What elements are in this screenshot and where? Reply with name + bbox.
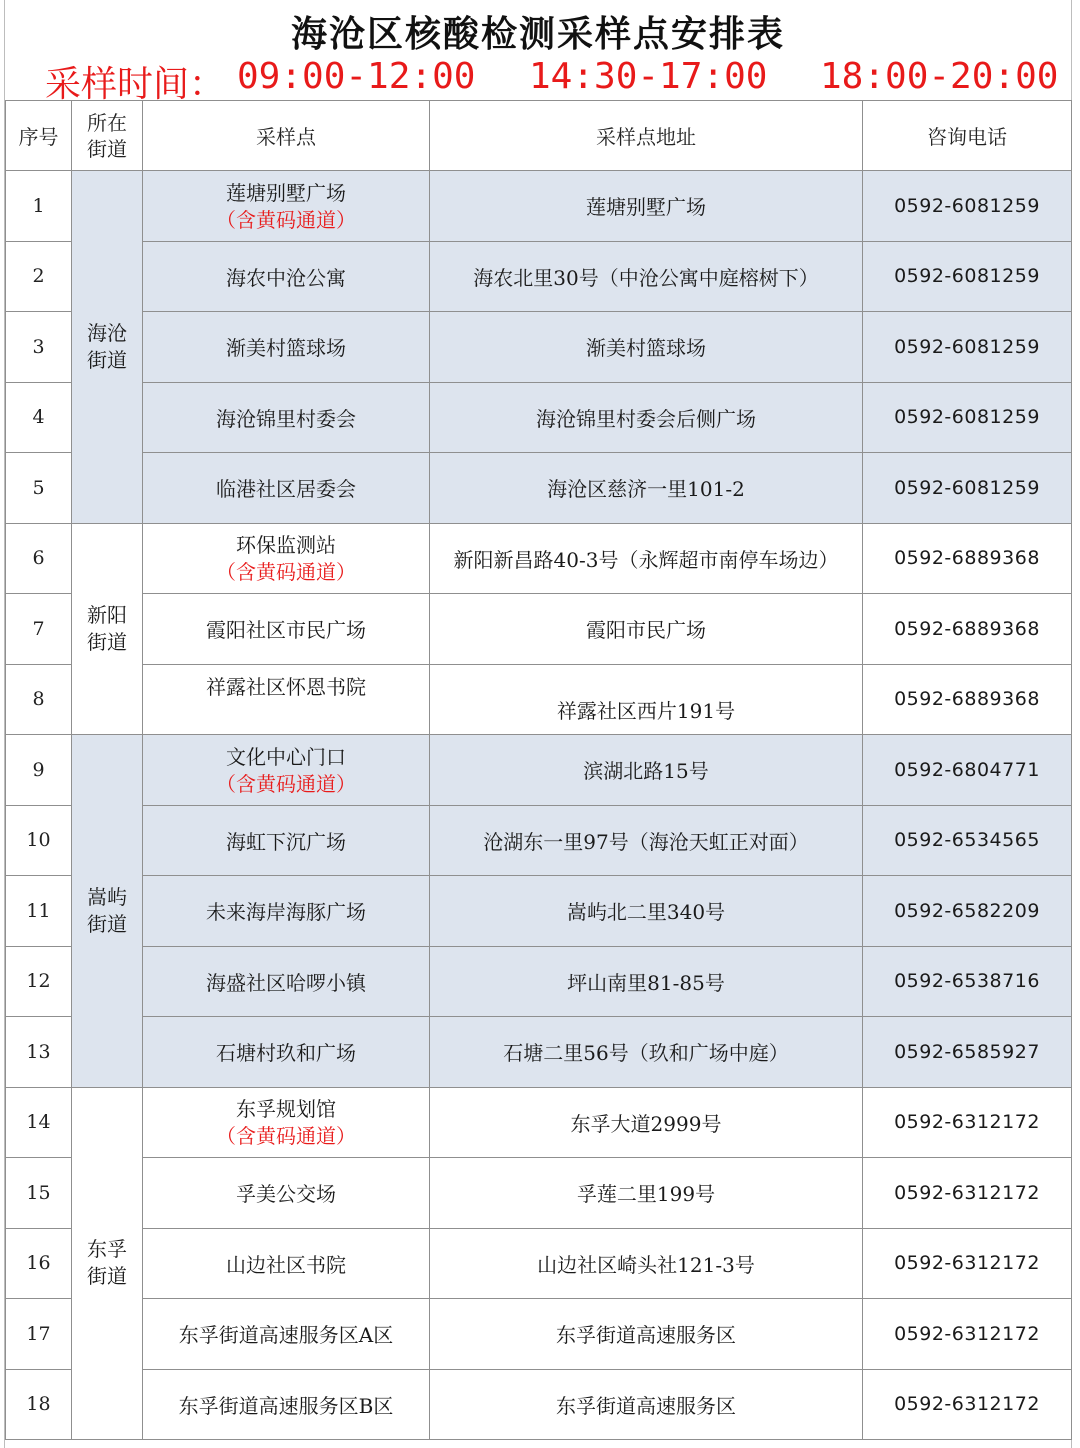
street-line2: 街道: [87, 1264, 127, 1289]
row-no: 1: [6, 171, 72, 242]
street-cell-xinyang: [72, 523, 143, 735]
street-line2: 街道: [87, 347, 127, 372]
site-cell: [143, 735, 430, 806]
table-row: [6, 453, 1072, 524]
yellow-code-note: （含黄码通道）: [216, 207, 356, 232]
site-cell: 渐美村篮球场: [143, 312, 430, 383]
table-row: [6, 523, 1072, 594]
street-line2: 街道: [87, 629, 127, 654]
address-cell: 孚莲二里199号: [430, 1158, 863, 1229]
header-address: 采样点地址: [430, 101, 863, 171]
phone-cell: 0592-6582209: [863, 876, 1072, 947]
table-row: [6, 1087, 1072, 1158]
table-row: [6, 1228, 1072, 1299]
row-no: 12: [6, 946, 72, 1017]
schedule-sheet: [4, 0, 1072, 1448]
yellow-code-note: （含黄码通道）: [216, 1124, 356, 1149]
time-slot-afternoon: 14:30-17:00: [529, 56, 768, 97]
street-cell-haicang: [72, 171, 143, 524]
address-cell: 嵩屿北二里340号: [430, 876, 863, 947]
page-title: 海沧区核酸检测采样点安排表: [290, 13, 785, 55]
site-name: 环保监测站: [236, 533, 336, 558]
phone-cell: 0592-6081259: [863, 171, 1072, 242]
time-slot-evening: 18:00-20:00: [820, 56, 1059, 97]
address-cell: 东孚大道2999号: [430, 1087, 863, 1158]
table-row: [6, 1017, 1072, 1088]
sampling-times: [5, 56, 1071, 105]
phone-cell: 0592-6312172: [863, 1299, 1072, 1370]
table-row: [6, 1299, 1072, 1370]
site-cell: 海沧锦里村委会: [143, 382, 430, 453]
row-no: 2: [6, 241, 72, 312]
address-text: 祥露社区西片191号: [556, 698, 736, 723]
phone-cell: 0592-6312172: [863, 1087, 1072, 1158]
table-row: [6, 312, 1072, 383]
table-row: [6, 805, 1072, 876]
phone-cell: 0592-6081259: [863, 453, 1072, 524]
address-cell: 东孚街道高速服务区: [430, 1369, 863, 1440]
header-phone: 咨询电话: [863, 101, 1072, 171]
phone-cell: 0592-6534565: [863, 805, 1072, 876]
site-cell: 石塘村玖和广场: [143, 1017, 430, 1088]
address-cell: 海农北里30号（中沧公寓中庭榕树下）: [430, 241, 863, 312]
phone-cell: 0592-6585927: [863, 1017, 1072, 1088]
table-row: [6, 946, 1072, 1017]
yellow-code-note: （含黄码通道）: [216, 560, 356, 585]
site-cell: 孚美公交场: [143, 1158, 430, 1229]
address-cell: 海沧区慈济一里101-2: [430, 453, 863, 524]
address-cell: 山边社区崎头社121-3号: [430, 1228, 863, 1299]
address-cell: 坪山南里81-85号: [430, 946, 863, 1017]
table-row: [6, 382, 1072, 453]
street-cell-dongfu: [72, 1087, 143, 1440]
phone-cell: 0592-6889368: [863, 523, 1072, 594]
header-site: 采样点: [143, 101, 430, 171]
row-no: 5: [6, 453, 72, 524]
site-name: 东孚规划馆: [236, 1097, 336, 1122]
row-no: 6: [6, 523, 72, 594]
table-row: [6, 1369, 1072, 1440]
street-line1: 东孚: [87, 1237, 127, 1262]
phone-cell: 0592-6804771: [863, 735, 1072, 806]
row-no: 11: [6, 876, 72, 947]
site-cell: 山边社区书院: [143, 1228, 430, 1299]
phone-cell: 0592-6312172: [863, 1369, 1072, 1440]
row-no: 16: [6, 1228, 72, 1299]
row-no: 3: [6, 312, 72, 383]
site-cell: 海农中沧公寓: [143, 241, 430, 312]
row-no: 15: [6, 1158, 72, 1229]
site-name: 祥露社区怀恩书院: [206, 675, 366, 700]
street-line1: 嵩屿: [87, 884, 127, 909]
address-cell: 渐美村篮球场: [430, 312, 863, 383]
row-no: 13: [6, 1017, 72, 1088]
phone-cell: 0592-6081259: [863, 312, 1072, 383]
site-name: 莲塘别墅广场: [226, 180, 346, 205]
row-no: 17: [6, 1299, 72, 1370]
row-no: 7: [6, 594, 72, 665]
site-cell: 东孚街道高速服务区B区: [143, 1369, 430, 1440]
site-cell: 临港社区居委会: [143, 453, 430, 524]
address-cell: 沧湖东一里97号（海沧天虹正对面）: [430, 805, 863, 876]
street-line1: 新阳: [87, 602, 127, 627]
sampling-sites-table: [5, 100, 1072, 1440]
street-cell-songyu: [72, 735, 143, 1088]
row-no: 14: [6, 1087, 72, 1158]
yellow-code-note: （含黄码通道）: [216, 771, 356, 796]
site-cell: 海盛社区哈啰小镇: [143, 946, 430, 1017]
header-no: 序号: [6, 101, 72, 171]
site-cell: [143, 171, 430, 242]
site-cell: 海虹下沉广场: [143, 805, 430, 876]
phone-cell: 0592-6889368: [863, 664, 1072, 735]
row-no: 8: [6, 664, 72, 735]
table-row: [6, 735, 1072, 806]
sampling-time-label: 采样时间：: [45, 64, 226, 105]
row-no: 18: [6, 1369, 72, 1440]
table-row: [6, 876, 1072, 947]
address-cell: 滨湖北路15号: [430, 735, 863, 806]
phone-cell: 0592-6081259: [863, 241, 1072, 312]
site-cell: 东孚街道高速服务区A区: [143, 1299, 430, 1370]
row-no: 9: [6, 735, 72, 806]
row-no: 10: [6, 805, 72, 876]
table-row: [6, 664, 1072, 735]
address-cell: 新阳新昌路40-3号（永辉超市南停车场边）: [430, 523, 863, 594]
site-cell: [143, 1087, 430, 1158]
row-no: 4: [6, 382, 72, 453]
table-row: [6, 1158, 1072, 1229]
address-cell: 莲塘别墅广场: [430, 171, 863, 242]
time-slot-morning: 09:00-12:00: [237, 56, 476, 97]
phone-cell: 0592-6889368: [863, 594, 1072, 665]
table-row: [6, 171, 1072, 242]
header-street-line2: 街道: [87, 136, 127, 161]
address-cell: 霞阳市民广场: [430, 594, 863, 665]
phone-cell: 0592-6312172: [863, 1228, 1072, 1299]
table-header-row: [6, 101, 1072, 171]
table-row: [6, 241, 1072, 312]
street-line2: 街道: [87, 911, 127, 936]
site-cell: [143, 664, 430, 735]
site-cell: 霞阳社区市民广场: [143, 594, 430, 665]
site-cell: 未来海岸海豚广场: [143, 876, 430, 947]
header-street-line1: 所在: [87, 110, 127, 135]
address-cell: 石塘二里56号（玖和广场中庭）: [430, 1017, 863, 1088]
address-cell: 东孚街道高速服务区: [430, 1299, 863, 1370]
address-cell: [430, 664, 863, 735]
phone-cell: 0592-6081259: [863, 382, 1072, 453]
site-name: 文化中心门口: [226, 744, 346, 769]
phone-cell: 0592-6538716: [863, 946, 1072, 1017]
street-line1: 海沧: [87, 320, 127, 345]
table-row: [6, 594, 1072, 665]
site-cell: [143, 523, 430, 594]
phone-cell: 0592-6312172: [863, 1158, 1072, 1229]
address-cell: 海沧锦里村委会后侧广场: [430, 382, 863, 453]
header-street: [72, 101, 143, 171]
